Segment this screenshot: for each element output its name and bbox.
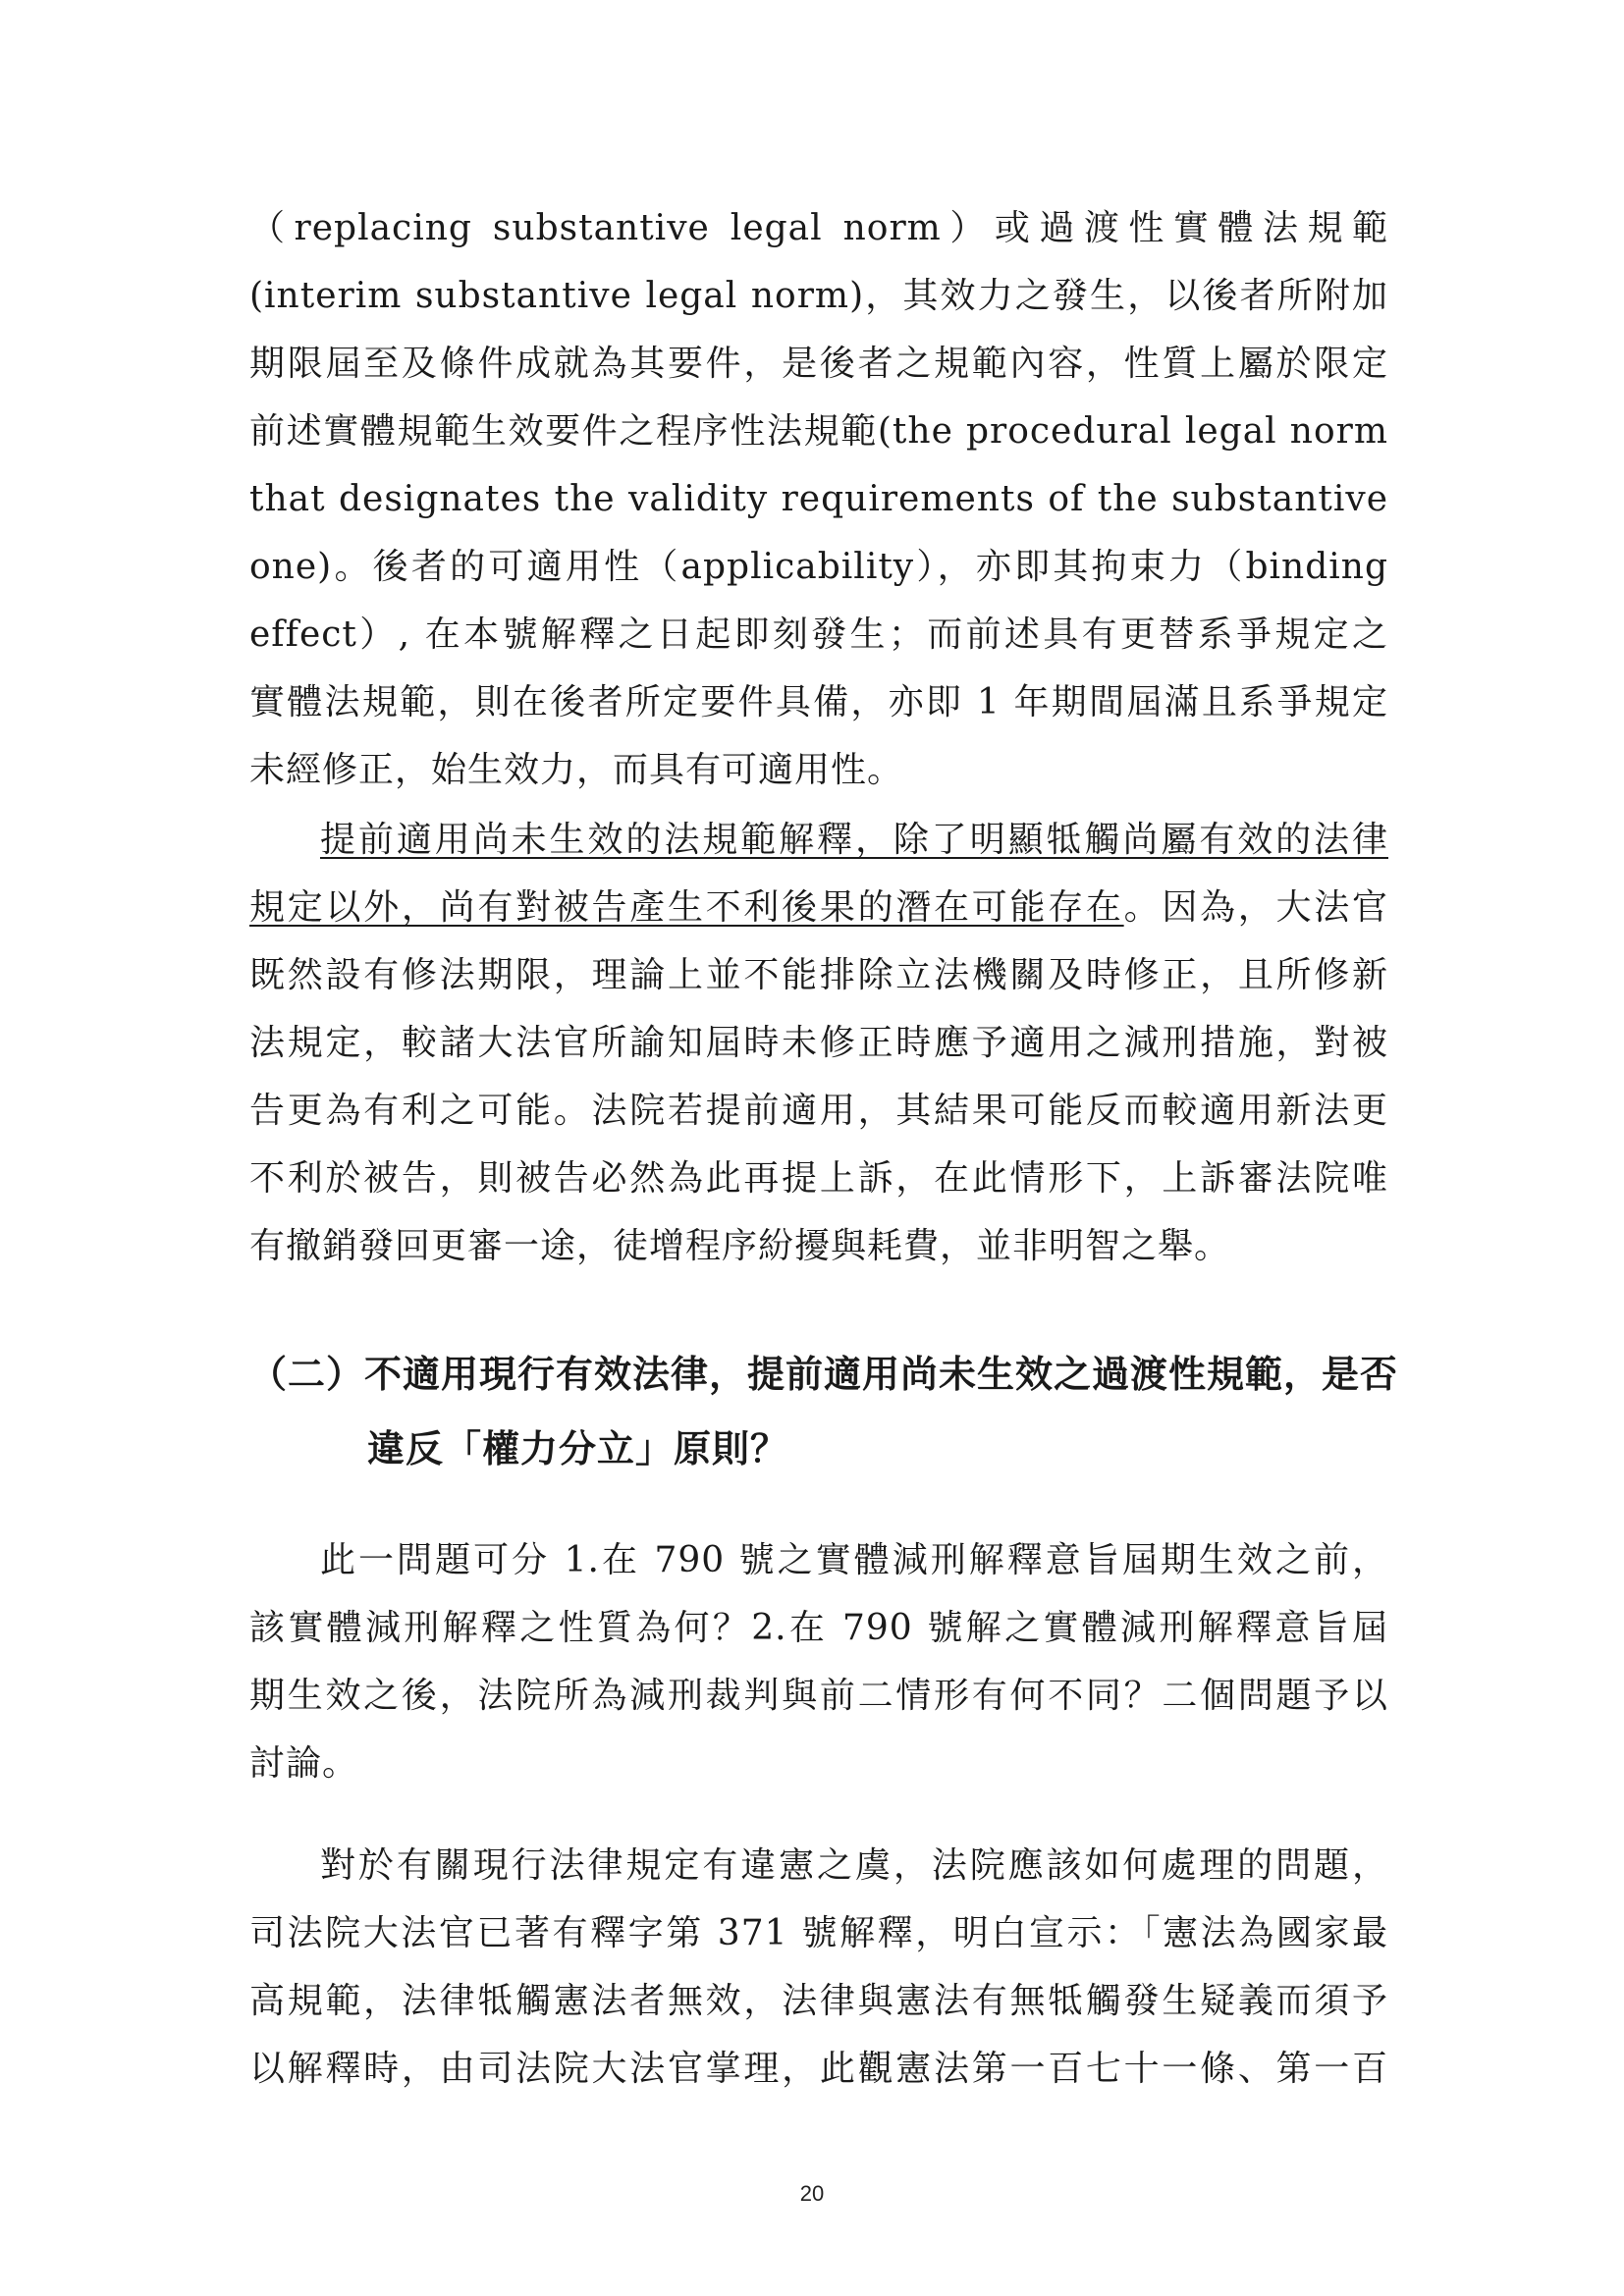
paragraph-1	[249, 194, 1388, 804]
text-span: 。因為，大法官	[1123, 887, 1388, 928]
text-line: 高規範，法律牴觸憲法者無效，法律與憲法有無牴觸發生疑義而須予	[249, 1981, 1388, 2021]
text-line: one)。後者的可適用性（applicability），亦即其拘束力（binding	[249, 547, 1388, 587]
text-line: 期限屆至及條件成就為其要件，是後者之規範內容，性質上屬於限定	[249, 344, 1388, 384]
text-line: 討論。	[249, 1743, 359, 1784]
heading-line: 違反「權力分立」原則？	[367, 1427, 789, 1470]
text-line: that designates the validity requirements of the substantive	[249, 479, 1388, 519]
text-line	[249, 874, 1388, 941]
underlined-text: 規定以外，尚有對被告產生不利後果的潛在可能存在	[249, 887, 1124, 928]
text-line: effect）, 在本號解釋之日起即刻發生；而前述具有更替系爭規定之	[249, 614, 1388, 655]
page-number: 20	[799, 2181, 825, 2206]
text-line: 前述實體規範生效要件之程序性法規範(the procedural legal norm	[249, 411, 1388, 452]
text-line: 對於有關現行法律規定有違憲之虞，法院應該如何處理的問題，	[320, 1845, 1388, 1886]
text-line	[249, 806, 1388, 874]
text-line: 未經修正，始生效力，而具有可適用性。	[249, 750, 904, 790]
text-line: 法規定，較諸大法官所諭知屆時未修正時應予適用之減刑措施，對被	[249, 1023, 1388, 1063]
text-line: 期生效之後，法院所為減刑裁判與前二情形有何不同？二個問題予以	[249, 1676, 1388, 1716]
text-line: 實體法規範，則在後者所定要件具備，亦即 1 年期間屆滿且系爭規定	[249, 682, 1388, 722]
text-line: 該實體減刑解釋之性質為何？2.在 790 號解之實體減刑解釋意旨屆	[249, 1608, 1388, 1648]
underlined-text: 提前適用尚未生效的法規範解釋，除了明顯牴觸尚屬有效的法律	[320, 820, 1388, 860]
heading-line: （二）不適用現行有效法律，提前適用尚未生效之過渡性規範，是否	[249, 1353, 1399, 1396]
text-line: 此一問題可分 1.在 790 號之實體減刑解釋意旨屆期生效之前，	[320, 1540, 1388, 1580]
paragraph-2	[249, 806, 1388, 1280]
section-heading	[249, 1337, 1399, 1486]
text-line: 以解釋時，由司法院大法官掌理，此觀憲法第一百七十一條、第一百	[249, 2049, 1388, 2089]
text-line: （replacing substantive legal norm）或過渡性實體法規範	[249, 208, 1388, 248]
text-line: 告更為有利之可能。法院若提前適用，其結果可能反而較適用新法更	[249, 1091, 1388, 1131]
paragraph-3	[249, 1526, 1388, 1797]
text-line: 不利於被告，則被告必然為此再提上訴，在此情形下，上訴審法院唯	[249, 1158, 1388, 1199]
text-line: 有撤銷發回更審一途，徒增程序紛擾與耗費，並非明智之舉。	[249, 1226, 1231, 1266]
paragraph-4	[249, 1832, 1388, 2103]
text-line: 司法院大法官已著有釋字第 371 號解釋，明白宣示：「憲法為國家最	[249, 1913, 1388, 1953]
text-line: 既然設有修法期限，理論上並不能排除立法機關及時修正，且所修新	[249, 955, 1388, 995]
text-line: (interim substantive legal norm)，其效力之發生，以後者所附加	[249, 276, 1388, 316]
